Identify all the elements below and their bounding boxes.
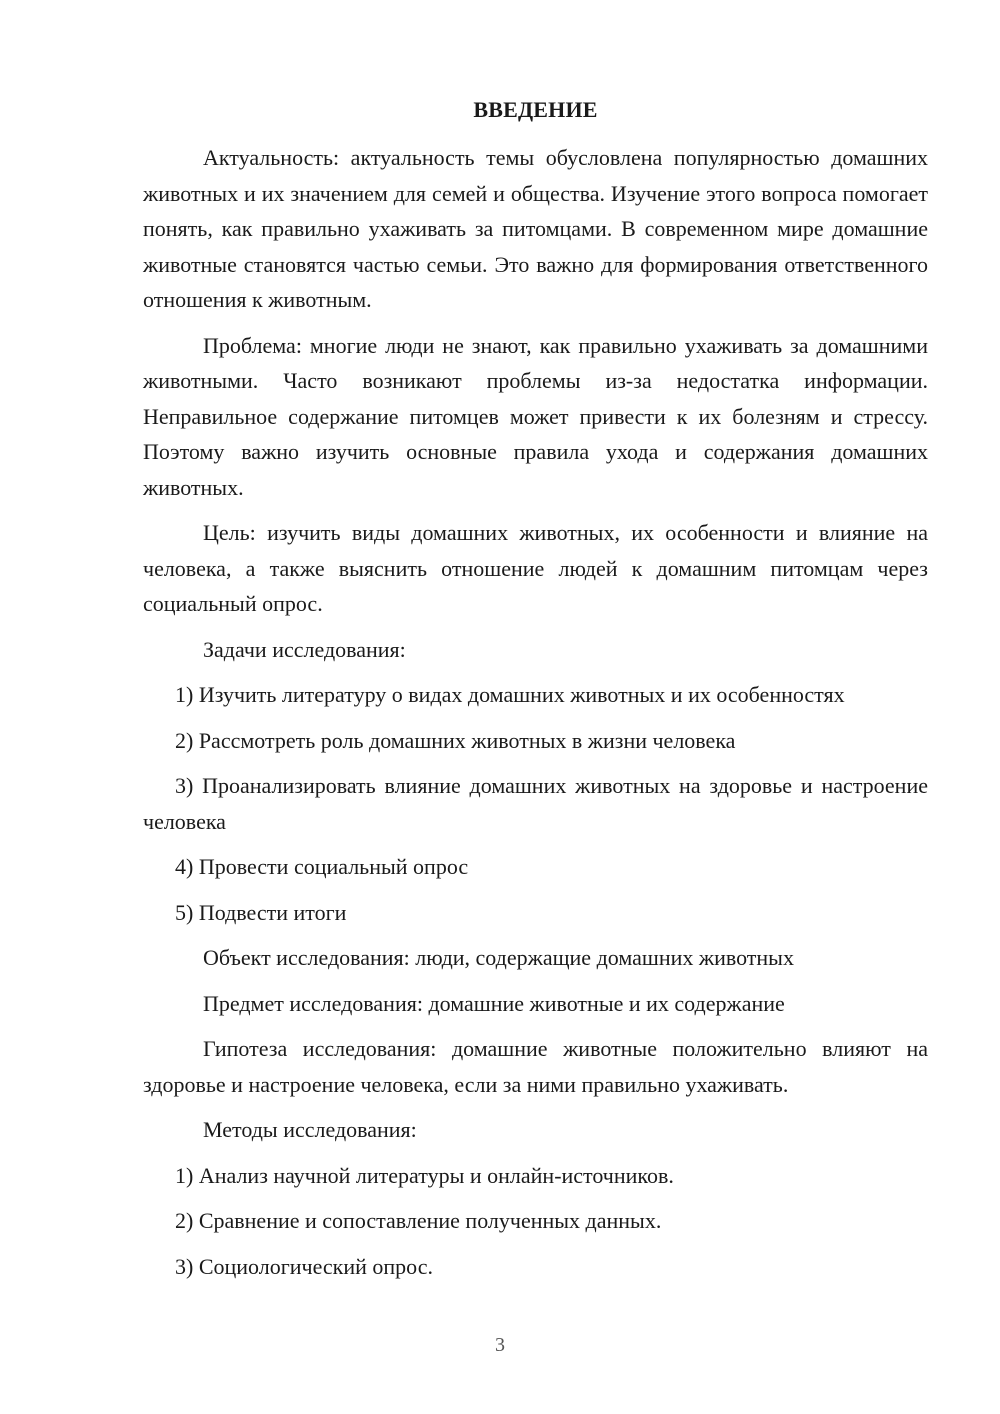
relevance-paragraph: Актуальность: актуальность темы обусловлена популярностью домашних животных и их значением для семей и общества. Изучение этого вопроса помогает понять, как правильно ухаживать за питомцами. В современном мире домашние животные становятся частью семьи. Это важно для формирования ответственного отношения к животным. xyxy=(143,145,928,312)
task-item: 4) Провести социальный опрос xyxy=(175,854,469,879)
method-item: 3) Социологический опрос. xyxy=(175,1253,433,1279)
research-subject: Предмет исследования: домашние животные и их содержание xyxy=(203,990,785,1016)
task-item: 1) Изучить литературу о видах домашних животных и их особенностях xyxy=(175,682,845,707)
method-item: 1) Анализ научной литературы и онлайн-источников. xyxy=(175,1162,674,1188)
research-object: Объект исследования: люди, содержащие домашних животных xyxy=(203,945,794,970)
method-item: 2) Сравнение и сопоставление полученных данных. xyxy=(175,1208,662,1233)
task-item: 5) Подвести итоги xyxy=(175,899,347,925)
section-title: ВВЕДЕНИЕ xyxy=(473,97,598,122)
task-item: 3) Проанализировать влияние домашних животных на здоровье и настроение человека xyxy=(143,773,928,834)
research-hypothesis: Гипотеза исследования: домашние животные положительно влияют на здоровье и настроение человека, если за ними правильно ухаживать. xyxy=(143,1036,928,1097)
goal-paragraph: Цель: изучить виды домашних животных, их особенности и влияние на человека, а также выяснить отношение людей к домашним питомцам через социальный опрос. xyxy=(143,520,928,616)
problem-paragraph: Проблема: многие люди не знают, как правильно ухаживать за домашними животными. Часто возникают проблемы из-за недостатка информации. Неправильное содержание питомцев может привести к их болезням и стрессу. Поэтому важно изучить основные правила ухода и содержания домашних животных. xyxy=(143,332,928,500)
document-page xyxy=(143,92,928,1294)
page-number: 3 xyxy=(495,1334,505,1356)
tasks-heading: Задачи исследования: xyxy=(203,636,406,662)
methods-heading: Методы исследования: xyxy=(203,1117,417,1142)
task-item: 2) Рассмотреть роль домашних животных в жизни человека xyxy=(175,727,736,753)
